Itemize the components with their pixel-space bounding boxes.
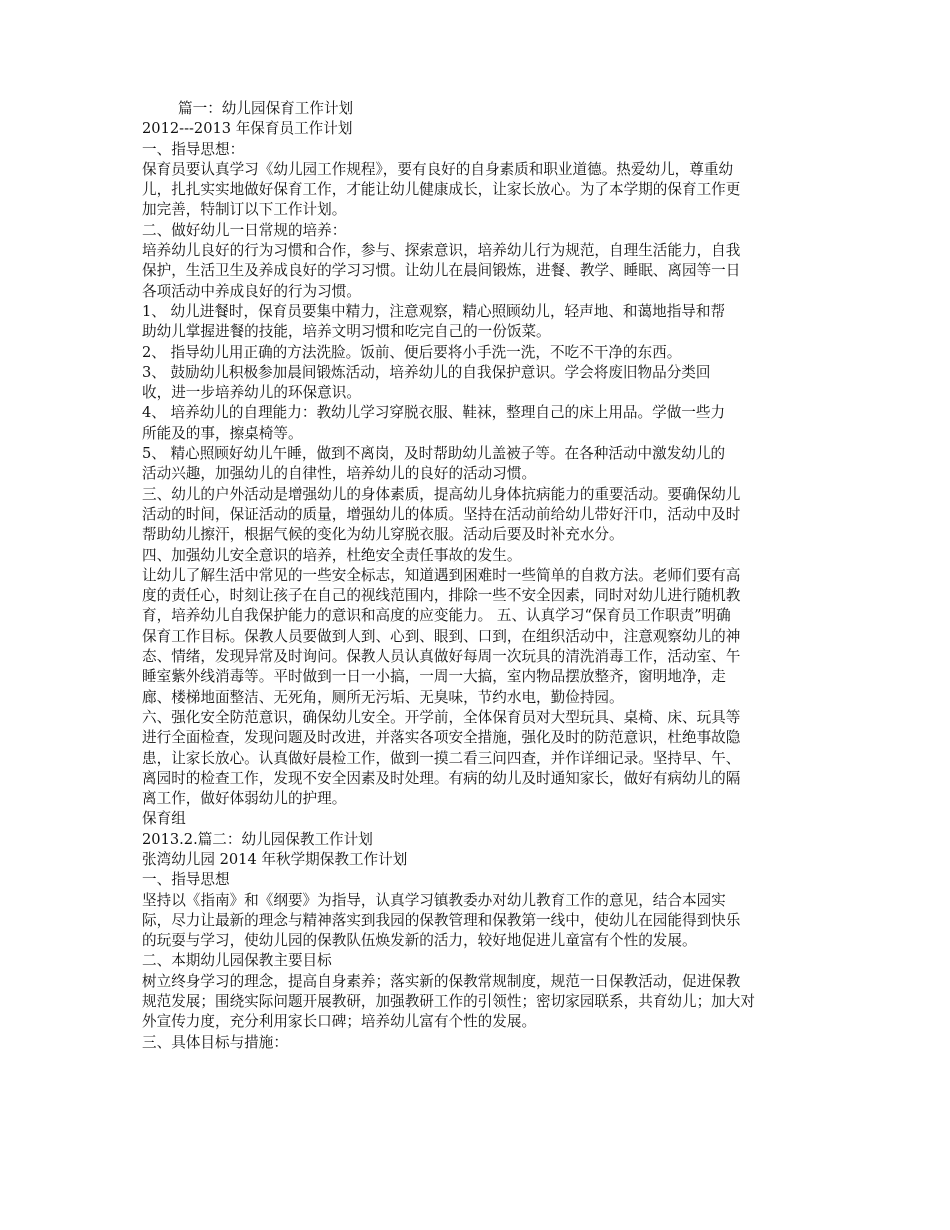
paragraph-line: 离工作，做好体弱幼儿的护理。 bbox=[142, 790, 347, 808]
document-body bbox=[142, 99, 822, 1053]
paragraph-line: 保育工作目标。保教人员要做到人到、心到、眼到、口到，在组织活动中，注意观察幼儿的神 bbox=[142, 627, 741, 645]
paragraph-line: 保护，生活卫生及养成良好的学习习惯。让幼儿在晨间锻炼，进餐、教学、睡眠、离园等一日 bbox=[142, 262, 741, 280]
paragraph-line: 加完善，特制订以下工作计划。 bbox=[142, 201, 347, 219]
paragraph-line: 度的责任心，时刻让孩子在自己的视线范围内，排除一些不安全因素，同时对幼儿进行随机教 bbox=[142, 587, 741, 605]
section-heading: 三、具体目标与措施： bbox=[142, 1033, 288, 1051]
paragraph-line: 的玩耍与学习，使幼儿园的保教队伍焕发新的活力，较好地促进儿童富有个性的发展。 bbox=[142, 932, 697, 950]
section-heading: 一、指导思想： bbox=[142, 140, 245, 158]
list-item-line: 4、 培养幼儿的自理能力：教幼儿学习穿脱衣服、鞋袜，整理自己的床上用品。学做一些力 bbox=[142, 404, 726, 422]
doc-title: 2013.2.篇二：幼儿园保教工作计划 bbox=[142, 830, 373, 848]
paragraph-line: 际，尽力让最新的理念与精神落实到我园的保教管理和保教第一线中，使幼儿在园能得到快乐 bbox=[142, 911, 741, 929]
paragraph-line: 活动的时间，保证活动的质量，增强幼儿的体质。坚持在活动前给幼儿带好汗巾，活动中及时 bbox=[142, 505, 741, 523]
paragraph-line: 保育员要认真学习《幼儿园工作规程》，要有良好的自身素质和职业道德。热爱幼儿，尊重幼 bbox=[142, 160, 734, 178]
list-item-line: 2、 指导幼儿用正确的方法洗脸。饭前、便后要将小手洗一洗，不吃不干净的东西。 bbox=[142, 343, 682, 361]
paragraph-line: 廊、楼梯地面整洁、无死角，厕所无污垢、无臭味，节约水电，勤俭持园。 bbox=[142, 688, 624, 706]
paragraph-line: 培养幼儿良好的行为习惯和合作，参与、探索意识，培养幼儿行为规范，自理生活能力，自我 bbox=[142, 242, 741, 260]
list-item-line: 3、 鼓励幼儿积极参加晨间锻炼活动，培养幼儿的自我保护意识。学会将废旧物品分类回 bbox=[142, 363, 711, 381]
paragraph-line: 育，培养幼儿自我保护能力的意识和高度的应变能力。 五、认真学习“保育员工作职责”明确 bbox=[142, 607, 731, 625]
paragraph-line: 规范发展；围绕实际问题开展教研，加强教研工作的引领性；密切家园联系，共育幼儿；加大对 bbox=[142, 993, 755, 1011]
signature-line: 保育组 bbox=[142, 810, 186, 828]
section-heading: 一、指导思想 bbox=[142, 871, 230, 889]
paragraph-line: 儿，扎扎实实地做好保育工作，才能让幼儿健康成长，让家长放心。为了本学期的保育工作更 bbox=[142, 181, 741, 199]
list-item-line: 1、 幼儿进餐时，保育员要集中精力，注意观察，精心照顾幼儿，轻声地、和蔼地指导和帮 bbox=[142, 302, 726, 320]
doc-subtitle: 2012---2013 年保育员工作计划 bbox=[142, 120, 353, 138]
paragraph-line: 三、幼儿的户外活动是增强幼儿的身体素质，提高幼儿身体抗病能力的重要活动。要确保幼儿 bbox=[142, 485, 741, 503]
paragraph-line: 坚持以《指南》和《纲要》为指导，认真学习镇教委办对幼儿教育工作的意见，结合本园实 bbox=[142, 891, 726, 909]
section-heading: 二、做好幼儿一日常规的培养： bbox=[142, 221, 347, 239]
paragraph-line: 离园时的检查工作，发现不安全因素及时处理。有病的幼儿及时通知家长，做好有病幼儿的隔 bbox=[142, 769, 741, 787]
paragraph-line: 树立终身学习的理念，提高自身素养；落实新的保教常规制度，规范一日保教活动，促进保教 bbox=[142, 972, 741, 990]
paragraph-line: 进行全面检查，发现问题及时改进，并落实各项安全措施，强化及时的防范意识，杜绝事故隐 bbox=[142, 729, 741, 747]
list-item-line: 助幼儿掌握进餐的技能，培养文明习惯和吃完自己的一份饭菜。 bbox=[142, 323, 551, 341]
paragraph-line: 各项活动中养成良好的行为习惯。 bbox=[142, 282, 361, 300]
section-heading: 二、本期幼儿园保教主要目标 bbox=[142, 952, 332, 970]
doc-subtitle: 张湾幼儿园 2014 年秋学期保教工作计划 bbox=[142, 850, 408, 868]
doc-title: 篇一：幼儿园保育工作计划 bbox=[178, 100, 354, 117]
list-item-line: 5、 精心照顾好幼儿午睡，做到不离岗，及时帮助幼儿盖被子等。在各种活动中激发幼儿的 bbox=[142, 445, 726, 463]
paragraph-line: 态、情绪，发现异常及时询问。保教人员认真做好每周一次玩具的清洗消毒工作，活动室、午 bbox=[142, 648, 741, 666]
list-item-line: 所能及的事，擦桌椅等。 bbox=[142, 424, 303, 442]
paragraph-line: 外宣传力度，充分利用家长口碑；培养幼儿富有个性的发展。 bbox=[142, 1013, 537, 1031]
paragraph-line: 帮助幼儿擦汗，根据气候的变化为幼儿穿脱衣服。活动后要及时补充水分。 bbox=[142, 526, 624, 544]
paragraph-line: 睡室紫外线消毒等。平时做到一日一小搞，一周一大搞，室内物品摆放整齐，窗明地净，走 bbox=[142, 668, 726, 686]
paragraph-line: 让幼儿了解生活中常见的一些安全标志，知道遇到困难时一些简单的自救方法。老师们要有高 bbox=[142, 566, 741, 584]
paragraph-line: 六、强化安全防范意识，确保幼儿安全。开学前，全体保育员对大型玩具、桌椅、床、玩具等 bbox=[142, 708, 741, 726]
section-heading: 四、加强幼儿安全意识的培养，杜绝安全责任事故的发生。 bbox=[142, 546, 522, 564]
list-item-line: 收，进一步培养幼儿的环保意识。 bbox=[142, 384, 361, 402]
list-item-line: 活动兴趣，加强幼儿的自律性，培养幼儿的良好的活动习惯。 bbox=[142, 465, 537, 483]
paragraph-line: 患，让家长放心。认真做好晨检工作，做到一摸二看三问四查，并作详细记录。坚持早、午、 bbox=[142, 749, 741, 767]
